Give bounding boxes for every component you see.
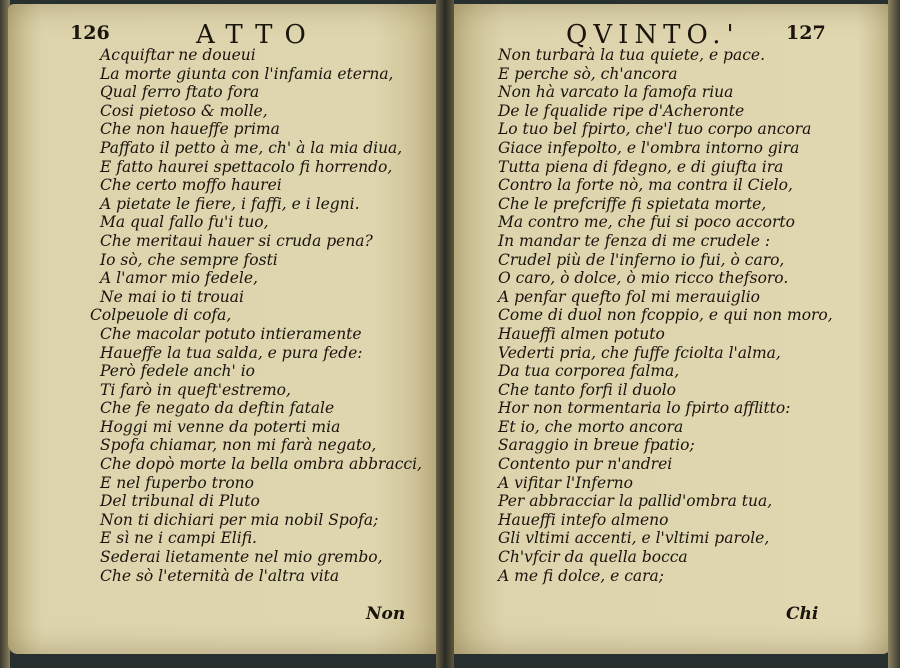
text-line: E sì ne i campi Elifi. bbox=[100, 529, 257, 548]
text-line: La morte giunta con l'infamia eterna, bbox=[100, 64, 394, 83]
text-line: Per abbracciar la pallid'ombra tua, bbox=[498, 492, 773, 511]
text-line: Vederti pria, che fuffe fciolta l'alma, bbox=[498, 343, 781, 362]
text-line: Haueffe la tua salda, e pura fede: bbox=[100, 343, 363, 362]
text-line: A l'amor mio fedele, bbox=[100, 269, 258, 288]
text-line: Da tua corporea falma, bbox=[498, 362, 680, 381]
right-running-head: QVINTO.' bbox=[566, 20, 740, 50]
text-line: Che dopò morte la bella ombra abbracci, bbox=[100, 455, 422, 474]
text-line: Contento pur n'andrei bbox=[498, 455, 673, 474]
right-page-number: 127 bbox=[786, 22, 826, 44]
text-line: Ti farò in queft'estremo, bbox=[100, 380, 291, 399]
text-line: Ma qual fallo fu'i tuo, bbox=[100, 213, 269, 232]
text-line: Haueffi intefo almeno bbox=[498, 510, 669, 529]
book-edge-right bbox=[888, 0, 900, 668]
text-line: Paffato il petto à me, ch' à la mia diua, bbox=[100, 138, 403, 157]
text-line: Ma contro me, che fui si poco accorto bbox=[498, 213, 795, 232]
left-running-head: ATTO bbox=[196, 20, 318, 50]
text-line: In mandar te fenza di me crudele : bbox=[498, 231, 771, 250]
text-line: A vifitar l'Inferno bbox=[498, 473, 633, 492]
text-line: Tutta piena di fdegno, e di giufta ira bbox=[498, 157, 784, 176]
text-line: O caro, ò dolce, ò mio ricco thefsoro. bbox=[498, 269, 789, 288]
text-line: Hor non tormentaria lo fpirto afflitto: bbox=[498, 399, 791, 418]
text-line: Però fedele anch' io bbox=[100, 362, 255, 381]
text-line: Crudel più de l'inferno io fui, ò caro, bbox=[498, 250, 785, 269]
text-line: E nel fuperbo trono bbox=[100, 473, 254, 492]
left-catchword: Non bbox=[366, 604, 406, 624]
text-line: Non hà varcato la famofa riua bbox=[498, 83, 734, 102]
text-line: Non turbarà la tua quiete, e pace. bbox=[498, 46, 766, 64]
text-line: Ne mai io ti trouai bbox=[100, 287, 244, 306]
text-line: Ch'vfcir da quella bocca bbox=[498, 548, 688, 567]
text-line: E fatto haurei spettacolo fi horrendo, bbox=[100, 157, 393, 176]
text-line: Io sò, che sempre fosti bbox=[100, 250, 278, 269]
text-line: Che fe negato da deftin fatale bbox=[100, 399, 335, 418]
text-line: Come di duol non fcoppio, e qui non moro, bbox=[498, 306, 833, 325]
text-line: Hoggi mi venne da poterti mia bbox=[100, 417, 341, 436]
text-line: Qual ferro ftato fora bbox=[100, 83, 260, 102]
text-line: Et io, che morto ancora bbox=[498, 417, 684, 436]
text-line: Giace infepolto, e l'ombra intorno gira bbox=[498, 138, 800, 157]
text-line: Contro la forte nò, ma contra il Cielo, bbox=[498, 176, 793, 195]
text-line: Che tanto forfi il duolo bbox=[498, 380, 676, 399]
text-line: De le fqualide ripe d'Acheronte bbox=[498, 101, 745, 120]
text-line: Haueffi almen potuto bbox=[498, 324, 665, 343]
text-line: A me fi dolce, e cara; bbox=[498, 566, 664, 585]
text-line: A penfar quefto fol mi merauiglio bbox=[498, 287, 760, 306]
text-line: Che sò l'eternità de l'altra vita bbox=[100, 566, 340, 585]
text-line: Sederai lietamente nel mio grembo, bbox=[100, 548, 383, 567]
text-line: Che le prefcriffe fi spietata morte, bbox=[498, 194, 767, 213]
text-line: A pietate le fiere, i faffi, e i legni. bbox=[100, 194, 360, 213]
text-line: E perche sò, ch'ancora bbox=[498, 64, 678, 83]
text-line: Saraggio in breue fpatio; bbox=[498, 436, 695, 455]
text-line: Del tribunal di Pluto bbox=[100, 492, 260, 511]
text-line: Gli vltimi accenti, e l'vltimi parole, bbox=[498, 529, 770, 548]
right-catchword: Chi bbox=[786, 604, 819, 624]
right-page-text bbox=[498, 46, 833, 585]
text-line: Che non haueffe prima bbox=[100, 120, 280, 139]
text-line: Che meritaui hauer si cruda pena? bbox=[100, 231, 373, 250]
left-page-number: 126 bbox=[70, 22, 110, 44]
text-line: Lo tuo bel fpirto, che'l tuo corpo ancora bbox=[498, 120, 812, 139]
left-page-text bbox=[90, 46, 422, 585]
text-line: Cosi pietoso & molle, bbox=[100, 101, 268, 120]
text-line: Che certo moffo haurei bbox=[100, 176, 282, 195]
text-line: Spofa chiamar, non mi farà negato, bbox=[100, 436, 377, 455]
text-line: Che macolar potuto intieramente bbox=[100, 324, 362, 343]
text-line: Acquiftar ne doueui bbox=[100, 46, 256, 64]
text-line: Non ti dichiari per mia nobil Spofa; bbox=[100, 510, 379, 529]
book-gutter bbox=[436, 0, 454, 668]
text-line: Colpeuole di cofa, bbox=[90, 306, 232, 325]
